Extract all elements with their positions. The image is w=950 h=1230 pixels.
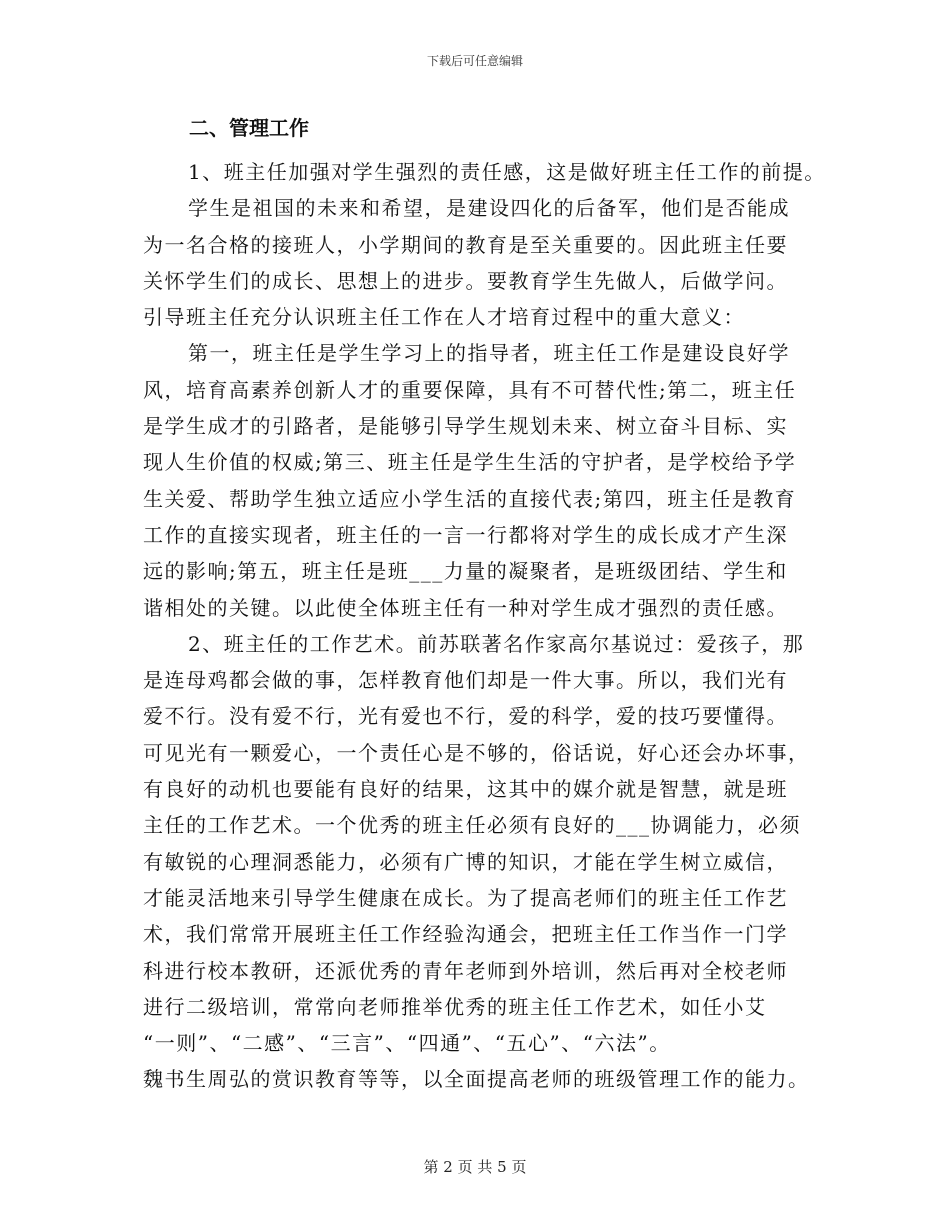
paragraph-line: 有敏锐的心理洞悉能力，必须有广博的知识，才能在学生树立威信， [143,849,788,874]
paragraph-line: 术，我们常常开展班主任工作经验沟通会，把班主任工作当作一门学 [143,922,788,947]
paragraph-line: 学生是祖国的未来和希望，是建设四化的后备军，他们是否能成 [188,196,790,221]
paragraph-line: 风，培育高素养创新人才的重要保障，具有不可替代性;第二，班主任 [143,377,797,402]
section-heading: 二、管理工作 [189,116,309,140]
paragraph-line: 可见光有一颗爱心，一个责任心是不够的，俗话说，好心还会办坏事， [143,740,810,765]
paragraph-line: 生关爱、帮助学生独立适应小学生活的直接代表;第四，班主任是教育 [143,486,797,511]
paragraph-line: 是学生成才的引路者，是能够引导学生规划未来、树立奋斗目标、实 [143,414,788,439]
paragraph-line: 工作的直接实现者，班主任的一言一行都将对学生的成长成才产生深 [143,522,788,547]
paragraph-line: “一则”、“二感”、“三言”、“四通”、“五心”、“六法”。 [143,1031,671,1056]
paragraph-line: 科进行校本教研，还派优秀的青年老师到外培训，然后再对全校老师 [143,958,788,983]
paragraph-line: 远的影响;第五，班主任是班___力量的凝聚者，是班级团结、学生和 [143,559,788,584]
paragraph-line: 第一，班主任是学生学习上的指导者，班主任工作是建设良好学 [188,341,790,366]
page-header: 下载后可任意编辑 [426,54,523,68]
document-body [143,112,826,1098]
paragraph-line: 才能灵活地来引导学生健康在成长。为了提高老师们的班主任工作艺 [143,885,788,910]
paragraph-line: 1、班主任加强对学生强烈的责任感，这是做好班主任工作的前提。 [188,160,826,184]
paragraph-line: 谐相处的关键。以此使全体班主任有一种对学生成才强烈的责任感。 [143,595,788,620]
paragraph-line: 2、班主任的工作艺术。前苏联著名作家高尔基说过：爱孩子，那 [188,631,805,656]
paragraph-line: 爱不行。没有爱不行，光有爱也不行，爱的科学，爱的技巧要懂得。 [143,704,788,729]
page-footer: 第 2 页 共 5 页 [423,1158,527,1176]
paragraph-line: 魏书生周弘的赏识教育等等，以全面提高老师的班级管理工作的能力。 [143,1067,810,1092]
paragraph-line: 是连母鸡都会做的事，怎样教育他们却是一件大事。所以，我们光有 [143,668,788,693]
paragraph-line: 有良好的动机也要能有良好的结果，这其中的媒介就是智慧，就是班 [143,777,788,802]
paragraph-line: 关怀学生们的成长、思想上的进步。要教育学生先做人，后做学问。 [143,268,788,293]
paragraph-line: 为一名合格的接班人，小学期间的教育是至关重要的。因此班主任要 [143,232,788,257]
paragraph-line: 主任的工作艺术。一个优秀的班主任必须有良好的___协调能力，必须 [143,813,801,838]
paragraph-line: 进行二级培训，常常向老师推举优秀的班主任工作艺术，如任小艾 [143,994,767,1019]
paragraph-line: 现人生价值的权威;第三、班主任是学生生活的守护者，是学校给予学 [143,450,797,475]
paragraph-line: 引导班主任充分认识班主任工作在人才培育过程中的重大意义： [143,305,745,330]
